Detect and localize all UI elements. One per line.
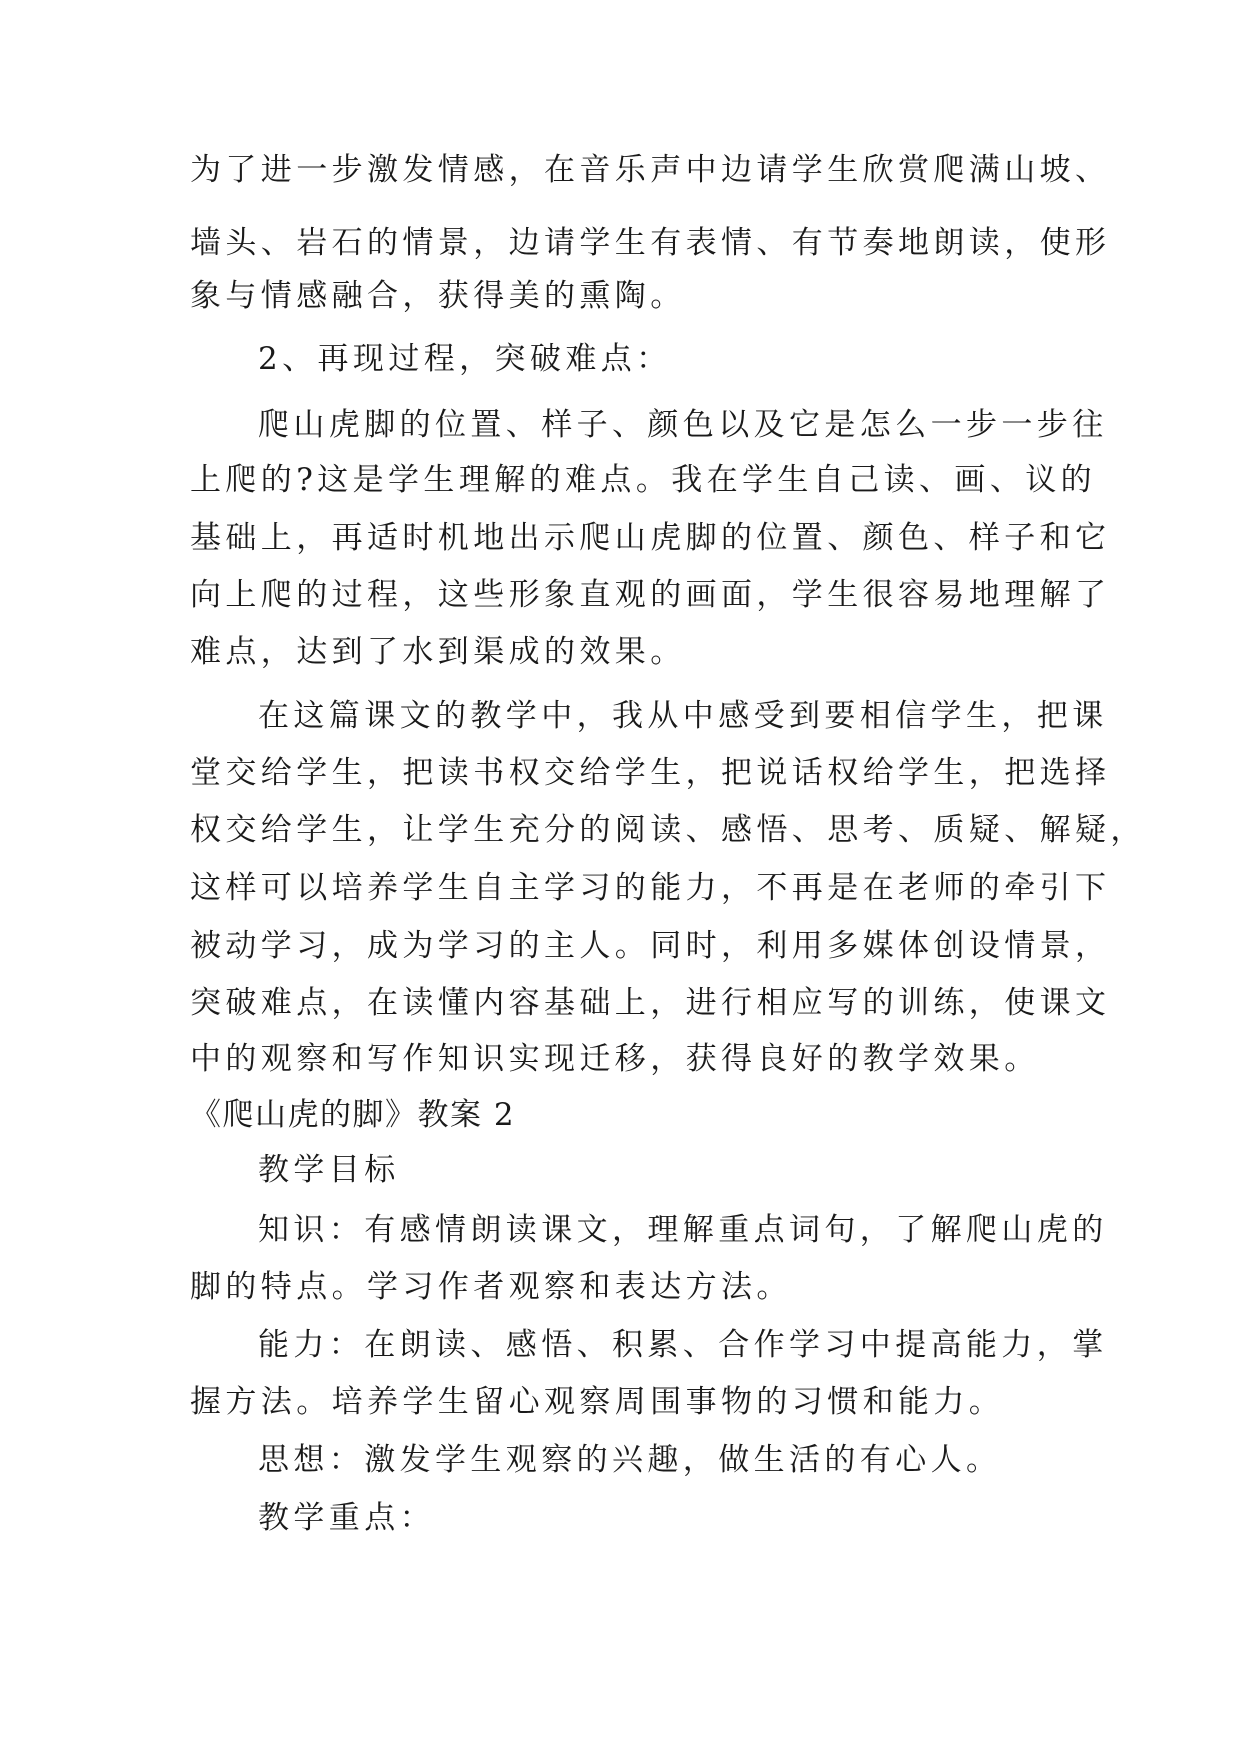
paragraph-line: 这样可以培养学生自主学习的能力，不再是在老师的牵引下: [190, 870, 1111, 906]
paragraph-line: 突破难点，在读懂内容基础上，进行相应写的训练，使课文: [190, 985, 1111, 1021]
paragraph-line: 为了进一步激发情感，在音乐声中边请学生欣赏爬满山坡、: [190, 152, 1111, 188]
paragraph-line: 基础上，再适时机地出示爬山虎脚的位置、颜色、样子和它: [190, 520, 1111, 556]
paragraph-line: 象与情感融合，获得美的熏陶。: [190, 278, 686, 314]
paragraph-line: 向上爬的过程，这些形象直观的画面，学生很容易地理解了: [190, 577, 1111, 613]
paragraph-line: 知识：有感情朗读课文，理解重点词句，了解爬山虎的: [258, 1212, 1108, 1248]
paragraph-line: 脚的特点。学习作者观察和表达方法。: [190, 1269, 792, 1305]
paragraph-line: 在这篇课文的教学中，我从中感受到要相信学生，把课: [258, 698, 1108, 734]
section-heading: 教学重点：: [258, 1500, 435, 1536]
paragraph-line: 握方法。培养学生留心观察周围事物的习惯和能力。: [190, 1384, 1005, 1420]
paragraph-line: 爬山虎脚的位置、样子、颜色以及它是怎么一步一步往: [258, 407, 1108, 443]
paragraph-line: 能力：在朗读、感悟、积累、合作学习中提高能力，掌: [258, 1327, 1108, 1363]
paragraph-line: 墙头、岩石的情景，边请学生有表情、有节奏地朗读，使形: [190, 225, 1111, 261]
paragraph-line: 堂交给学生，把读书权交给学生，把说话权给学生，把选择: [190, 755, 1111, 791]
paragraph-line: 上爬的?这是学生理解的难点。我在学生自己读、画、议的: [190, 462, 1097, 498]
paragraph-line: 难点，达到了水到渠成的效果。: [190, 634, 686, 670]
section-heading: 教学目标: [258, 1152, 400, 1188]
paragraph-line: 权交给学生，让学生充分的阅读、感悟、思考、质疑、解疑，: [190, 812, 1146, 848]
paragraph-line: 思想：激发学生观察的兴趣，做生活的有心人。: [258, 1442, 1002, 1478]
document-title: 《爬山虎的脚》教案 2: [190, 1097, 516, 1133]
paragraph-line: 被动学习，成为学习的主人。同时，利用多媒体创设情景，: [190, 928, 1111, 964]
section-heading: 2、再现过程，突破难点：: [258, 341, 672, 377]
paragraph-line: 中的观察和写作知识实现迁移，获得良好的教学效果。: [190, 1041, 1040, 1077]
